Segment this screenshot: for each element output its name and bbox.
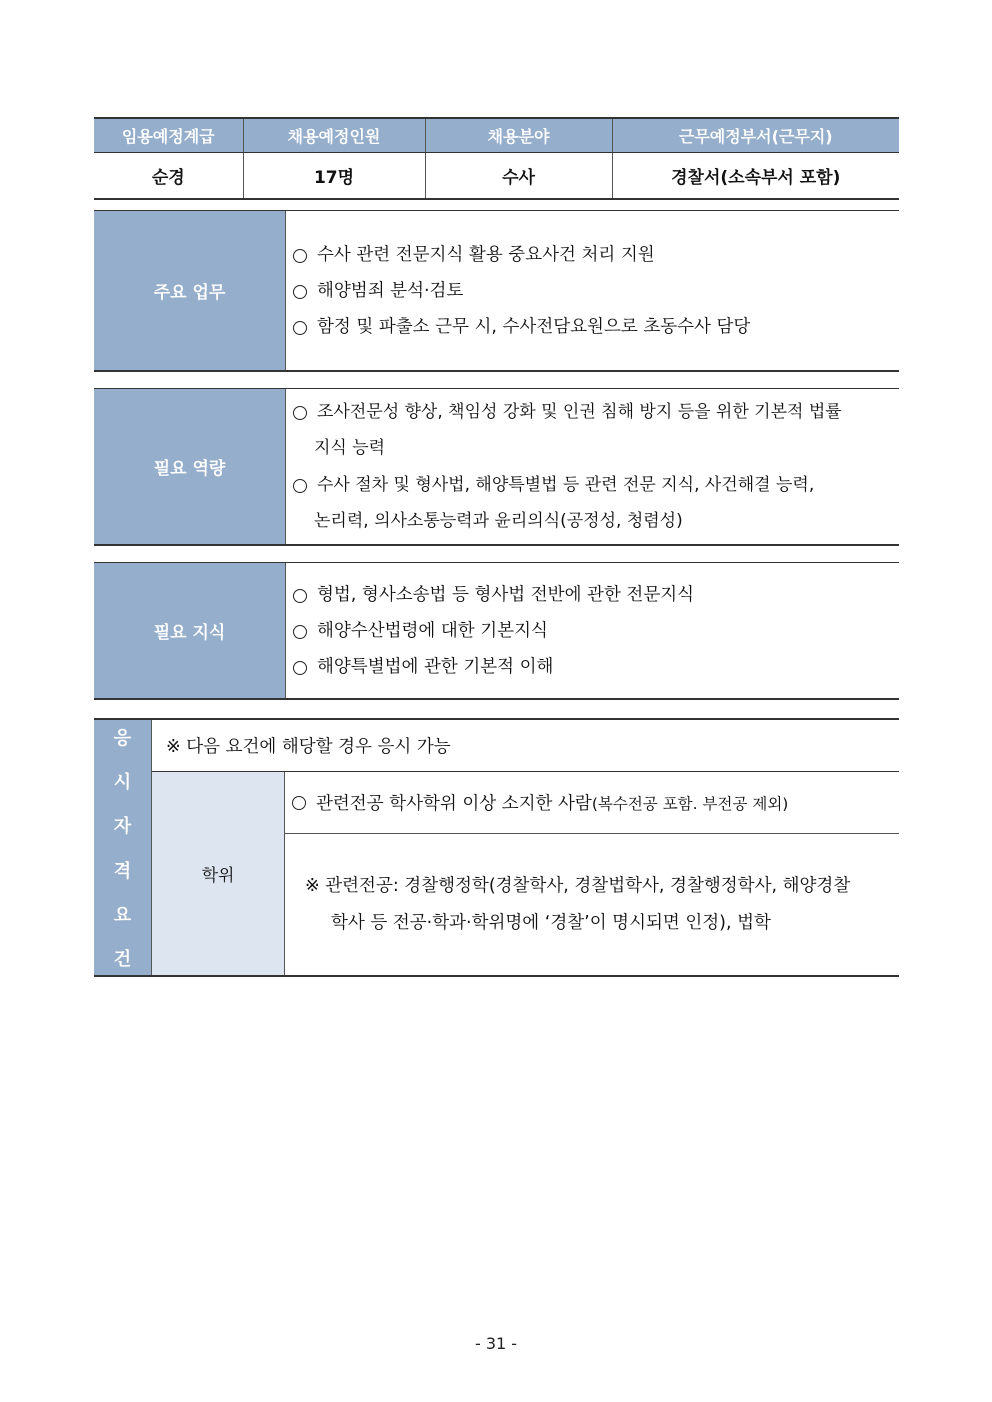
circle-bullet-icon [293, 625, 307, 639]
circle-bullet-icon [293, 479, 307, 493]
eligibility-note: ※ 다음 요건에 해당할 경우 응시 가능 [152, 720, 899, 772]
page-number: - 31 - [474, 1334, 518, 1353]
list-item: 해양수산법령에 대한 기본지식 [292, 613, 895, 649]
competencies-section: 필요 역량 조사전문성 향상, 책임성 강화 및 인권 침해 방지 등을 위한 기본적 법률 지식 능력 수사 절차 및 형사법, 해양특별법 등 관련 전문 지식, 사건해결 능력, 논리력, 의사소통능력과 윤리의식(공정성, 청렴성) [94, 388, 899, 546]
circle-bullet-icon [293, 285, 307, 299]
competencies-label: 필요 역량 [94, 389, 286, 544]
circle-bullet-icon [293, 406, 307, 420]
value-department: 경찰서(소속부서 포함) [612, 153, 899, 200]
list-item: 함정 및 파출소 근무 시, 수사전담요원으로 초동수사 담당 [292, 309, 895, 345]
circle-bullet-icon [293, 249, 307, 263]
circle-bullet-icon [293, 661, 307, 675]
degree-requirement: 관련전공 학사학위 이상 소지한 사람 (복수전공 포함. 부전공 제외) [285, 772, 899, 834]
list-item: 조사전문성 향상, 책임성 강화 및 인권 침해 방지 등을 위한 기본적 법률 [292, 394, 895, 430]
value-field: 수사 [425, 153, 612, 200]
duties-section [94, 210, 899, 372]
related-major-note: ※ 관련전공: 경찰행정학(경찰학사, 경찰법학사, 경찰행정학사, 해양경찰 학사 등 전공·학과·학위명에 ‘경찰’이 명시되면 인정), 법학 [305, 875, 851, 933]
value-headcount: 17명 [243, 153, 425, 200]
list-item: 형법, 형사소송법 등 형사법 전반에 관한 전문지식 [292, 577, 895, 613]
circle-bullet-icon [293, 589, 307, 603]
knowledge-label: 필요 지식 [94, 563, 286, 698]
list-item: 수사 절차 및 형사법, 해양특별법 등 관련 전문 지식, 사건해결 능력, [292, 467, 895, 503]
eligibility-label: 응 시 자 격 요 건 [94, 720, 152, 975]
col-header-rank: 임용예정계급 [94, 118, 243, 153]
col-header-field: 채용분야 [425, 118, 612, 153]
col-header-department: 근무예정부서(근무지) [612, 118, 899, 153]
recruitment-summary-table [94, 117, 899, 200]
list-item: 수사 관련 전문지식 활용 중요사건 처리 지원 [292, 237, 895, 273]
list-item: 해양특별법에 관한 기본적 이해 [292, 649, 895, 685]
duties-label: 주요 업무 [94, 211, 286, 370]
circle-bullet-icon [293, 321, 307, 335]
list-item: 해양범죄 분석·검토 [292, 273, 895, 309]
value-rank: 순경 [94, 153, 243, 200]
circle-bullet-icon [292, 796, 306, 810]
eligibility-section [94, 718, 899, 977]
col-header-headcount: 채용예정인원 [243, 118, 425, 153]
degree-label: 학위 [152, 772, 285, 975]
knowledge-section [94, 562, 899, 700]
